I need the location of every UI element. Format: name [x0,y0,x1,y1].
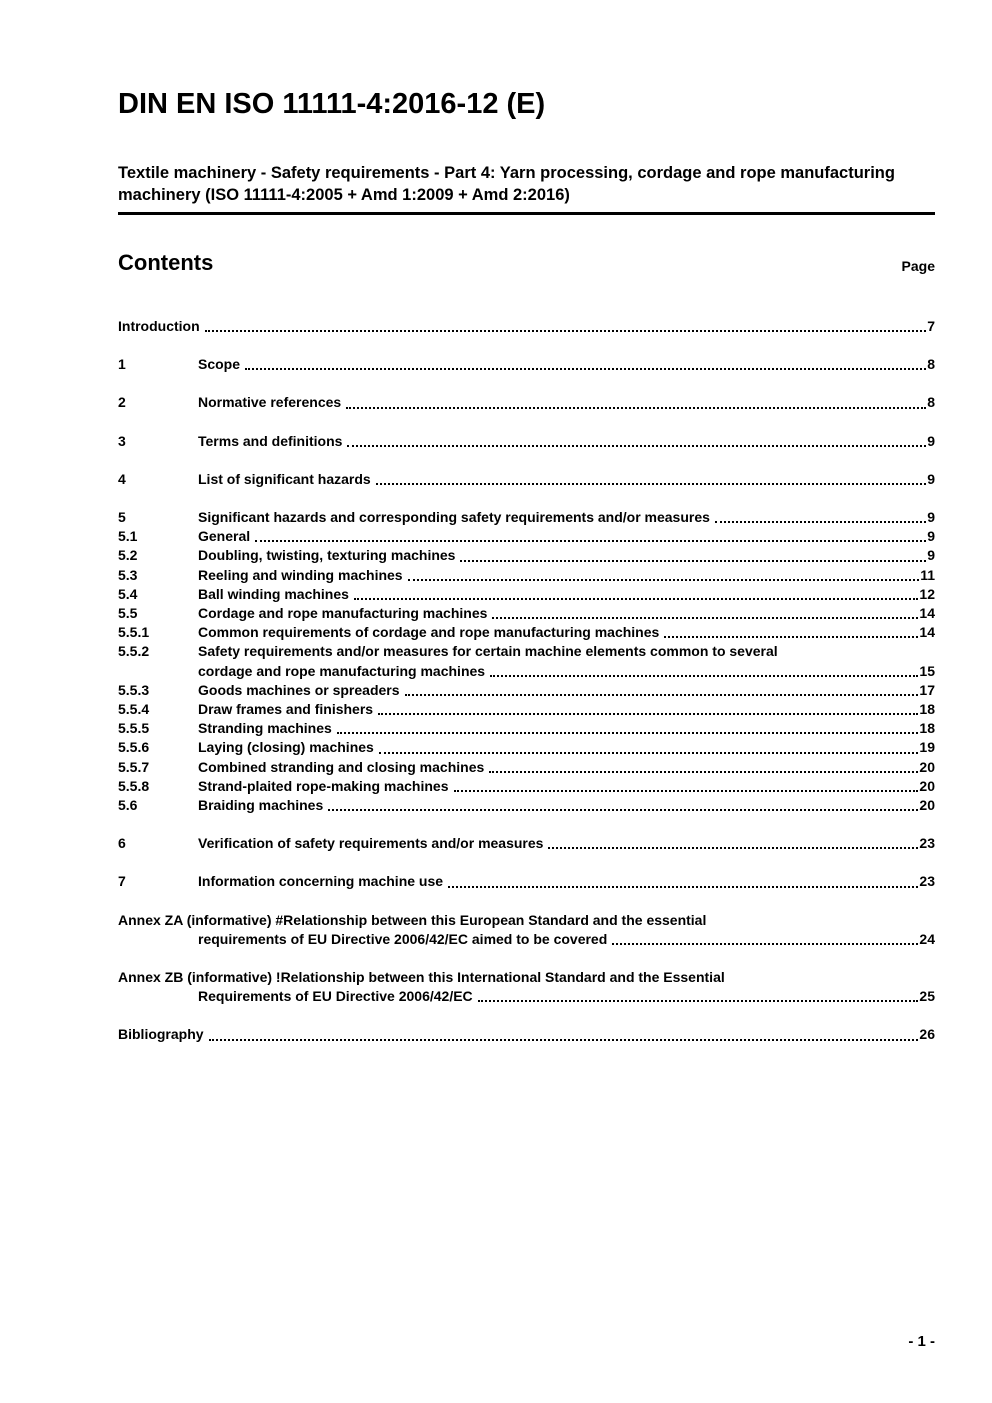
toc-row [118,432,935,451]
toc-entry-page: 9 [927,528,935,545]
toc-entry-title: Scope [198,356,241,373]
footer-page-number: - 1 - [908,1333,935,1350]
toc-row [118,700,935,719]
toc-entry-number: 5.5.1 [118,624,150,641]
toc-dot-leader [378,713,918,715]
toc-row [118,527,935,546]
toc-entry-number: 5.2 [118,547,138,564]
toc-dot-leader [612,943,918,945]
toc-row [118,662,935,681]
contents-heading: Contents [118,250,214,275]
toc-row [118,355,935,374]
toc-group [118,355,935,374]
toc-dot-leader [376,483,927,485]
toc-entry-page: 17 [919,681,935,698]
toc-row [118,585,935,604]
toc-entry-page: 26 [919,1026,935,1043]
toc-group [118,968,935,1006]
toc-group [118,834,935,853]
toc-entry-number: 5.5.3 [118,681,150,698]
toc-group [118,911,935,949]
toc-row [118,508,935,527]
toc-indent-spacer [118,987,198,1006]
toc-indent-spacer [118,930,198,949]
toc-entry-number: 4 [118,470,126,487]
toc-entry-page: 18 [919,720,935,737]
toc-entry-page: 8 [927,394,935,411]
toc-entry-number: 7 [118,873,126,890]
toc-entry-page: 9 [927,547,935,564]
toc-group [118,470,935,489]
toc-entry-title: Annex ZB (informative) !Relationship between this International Standard and the Essential [118,969,725,986]
toc-entry-number: 5 [118,509,126,526]
toc-entry-page: 20 [919,758,935,775]
toc-entry-page: 14 [919,624,935,641]
toc-entry-title: Common requirements of cordage and rope manufacturing machines [198,624,660,641]
toc-row [118,470,935,489]
toc-entry-number: 5.5.7 [118,758,150,775]
toc-entry-number: 5.1 [118,528,138,545]
toc-entry-page: 23 [919,835,935,852]
toc-entry-title: Draw frames and finishers [198,701,374,718]
toc-entry-title: Information concerning machine use [198,873,444,890]
toc-dot-leader [328,809,918,811]
toc-entry-number: 5.5.5 [118,720,150,737]
toc-row [118,317,935,336]
toc-entry-title: Laying (closing) machines [198,739,374,756]
toc-dot-leader [454,790,919,792]
toc-entry-title: Braiding machines [198,797,324,814]
toc-row [118,604,935,623]
toc-entry-page: 20 [919,797,935,814]
toc-row [118,796,935,815]
toc-dot-leader [209,1039,919,1041]
toc-entry-page: 14 [919,605,935,622]
toc-row [118,968,935,987]
toc-entry-title: requirements of EU Directive 2006/42/EC aimed to be covered [198,930,608,947]
toc-dot-leader [346,407,926,409]
toc-entry-number: 5.5.8 [118,777,150,794]
toc-entry-title: Goods machines or spreaders [198,681,400,698]
toc-row [118,681,935,700]
toc-entry-title: Stranding machines [198,720,332,737]
toc-entry-title: Doubling, twisting, texturing machines [198,547,456,564]
toc-entry-number: 1 [118,356,126,373]
toc-row [118,546,935,565]
toc-entry-title: List of significant hazards [198,470,371,487]
toc-dot-leader [490,675,918,677]
toc-entry-page: 9 [927,432,935,449]
toc-row [118,566,935,585]
toc-entry-title: Terms and definitions [198,432,343,449]
toc-entry-number: 3 [118,432,126,449]
toc-row [118,911,935,930]
toc-row [118,930,935,949]
toc-row [118,393,935,412]
toc-dot-leader [255,540,926,542]
toc-dot-leader [478,1000,919,1002]
toc-entry-number: 5.5.4 [118,701,150,718]
toc-dot-leader [548,847,918,849]
toc-entry-title: Significant hazards and corresponding safety requirements and/or measures [198,509,710,526]
toc-entry-page: 12 [919,585,935,602]
toc-entry-page: 25 [919,988,935,1005]
toc-entry-page: 15 [919,662,935,679]
toc-entry-number: 5.5.6 [118,739,150,756]
toc-entry-title: Normative references [198,394,342,411]
toc-row [118,642,935,661]
toc-dot-leader [715,521,926,523]
toc-entry-page: 9 [927,470,935,487]
toc-dot-leader [492,617,918,619]
contents-header-bar [118,250,935,276]
toc-dot-leader [408,579,920,581]
toc-group [118,432,935,451]
toc-entry-number: 5.6 [118,797,138,814]
toc-entry-title: Verification of safety requirements and/or measures [198,835,544,852]
toc-entry-title: Ball winding machines [198,585,349,602]
toc-entry-title: Strand-plaited rope-making machines [198,777,449,794]
toc-row [118,738,935,757]
page-column-label: Page [901,258,935,274]
toc-indent-spacer [118,662,198,681]
toc-entry-number: 2 [118,394,126,411]
toc-entry-title: Combined stranding and closing machines [198,758,485,775]
toc-row [118,834,935,853]
toc-dot-leader [337,732,919,734]
toc-row [118,872,935,891]
toc-entry-title: Bibliography [118,1026,204,1043]
toc-group [118,508,935,815]
toc-entry-number: 5.3 [118,566,138,583]
toc-dot-leader [448,886,918,888]
toc-entry-title: General [198,528,251,545]
toc-entry-title: Cordage and rope manufacturing machines [198,605,488,622]
document-subtitle: Textile machinery - Safety requirements - Part 4: Yarn processing, cordage and rope manufacturing machinery (ISO 11111-4:2005 + Amd 1:2009 + Amd 2:2016) [118,162,935,215]
toc-dot-leader [245,368,926,370]
toc-entry-number: 5.5.2 [118,643,150,660]
toc-dot-leader [405,694,919,696]
toc-entry-title: Requirements of EU Directive 2006/42/EC [198,988,473,1005]
toc-dot-leader [460,560,926,562]
toc-group [118,317,935,336]
toc-dot-leader [379,752,919,754]
toc-entry-title: Introduction [118,318,200,334]
toc-entry-page: 9 [927,509,935,526]
toc-entry-number: 5.5 [118,605,138,622]
document-title: DIN EN ISO 11111-4:2016-12 (E) [118,88,546,120]
toc-row [118,987,935,1006]
toc-dot-leader [354,598,919,600]
toc-row [118,758,935,777]
toc-dot-leader [205,330,927,332]
toc-dot-leader [664,636,918,638]
toc-entry-page: 20 [919,777,935,794]
toc [118,317,935,1064]
toc-group [118,872,935,891]
toc-entry-page: 7 [927,318,935,334]
toc-entry-number: 6 [118,835,126,852]
toc-entry-page: 24 [919,930,935,947]
toc-entry-page: 23 [919,873,935,890]
toc-entry-title: Annex ZA (informative) #Relationship between this European Standard and the essential [118,911,707,928]
toc-entry-page: 11 [920,566,935,583]
toc-entry-title: cordage and rope manufacturing machines [198,662,486,679]
toc-row [118,623,935,642]
toc-row [118,719,935,738]
toc-entry-title: Safety requirements and/or measures for certain machine elements common to several [198,643,778,660]
toc-entry-page: 8 [927,356,935,373]
toc-group [118,1025,935,1044]
toc-entry-page: 19 [919,739,935,756]
toc-group [118,393,935,412]
toc-entry-page: 18 [919,701,935,718]
toc-dot-leader [347,445,926,447]
toc-row [118,1025,935,1044]
toc-entry-number: 5.4 [118,585,138,602]
toc-row [118,777,935,796]
toc-entry-title: Reeling and winding machines [198,566,403,583]
toc-dot-leader [489,771,918,773]
